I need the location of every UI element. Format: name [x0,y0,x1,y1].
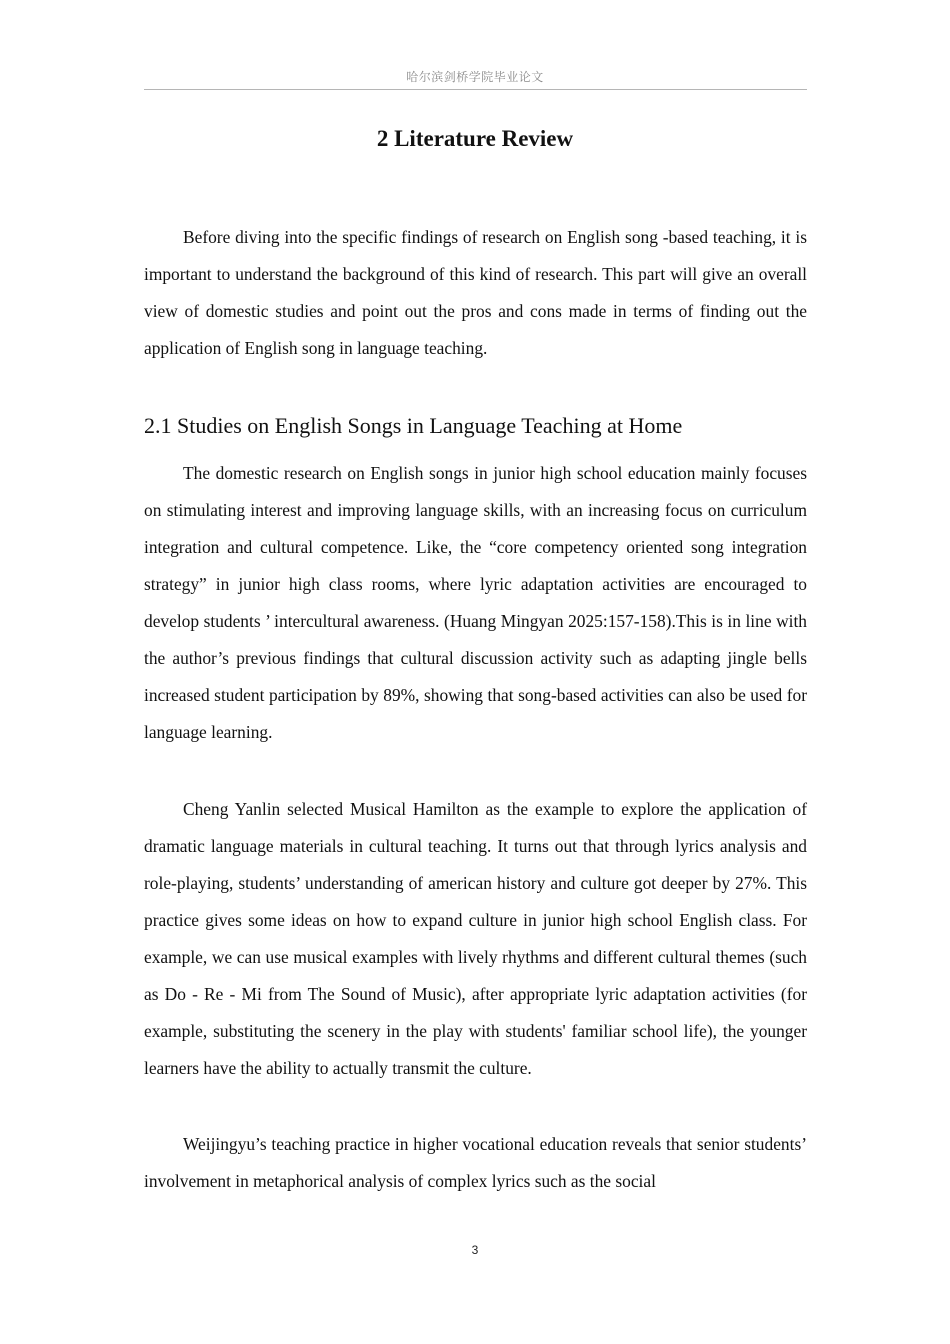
chapter-title: 2 Literature Review [376,126,574,151]
intro-paragraph: Before diving into the specific findings of research on English song -based teaching, it is important to understand the background of this kind of research. This part will give an overall view of domestic studies and point out the pros and cons made in terms of finding out the application of English song in language teaching. [144,227,807,358]
body-paragraph-hamilton: Cheng Yanlin selected Musical Hamilton as the example to explore the application of dramatic language materials in cultural teaching. It turns out that through lyrics analysis and role-playing, students’ understanding of american history and culture got deeper by 27%. This practice gives some ideas on how to expand culture in junior high school English class. For example, we can use musical examples with lively rhythms and different cultural themes (such as Do - Re - Mi from The Sound of Music), after appropriate lyric adaptation activities (for example, substituting the scenery in the play with students' familiar school life), the younger learners have the ability to actually transmit the culture. [144,799,807,1078]
running-header: 哈尔滨剑桥学院毕业论文 [406,70,544,84]
section-heading: 2.1 Studies on English Songs in Language Teaching at Home [144,413,683,438]
body-paragraph-domestic-research: The domestic research on English songs in junior high school education mainly focuses on stimulating interest and improving language skills, with an increasing focus on curriculum integration and cultural competence. Like, the “core competency oriented song integration strategy” in junior high class rooms, where lyric adaptation activities are encouraged to develop students ’ intercultural awareness. (Huang Mingyan 2025:157-158).This is in line with the author’s previous findings that cultural discussion activity such as adapting jingle bells increased student participation by 89%, showing that song-based activities can also be used for language learning. [144,463,807,742]
page-number: 3 [471,1243,479,1257]
body-paragraph-vocational: Weijingyu’s teaching practice in higher vocational education reveals that senior students’ involvement in metaphorical analysis of complex lyrics such as the social [144,1134,807,1191]
header-divider [144,89,807,90]
